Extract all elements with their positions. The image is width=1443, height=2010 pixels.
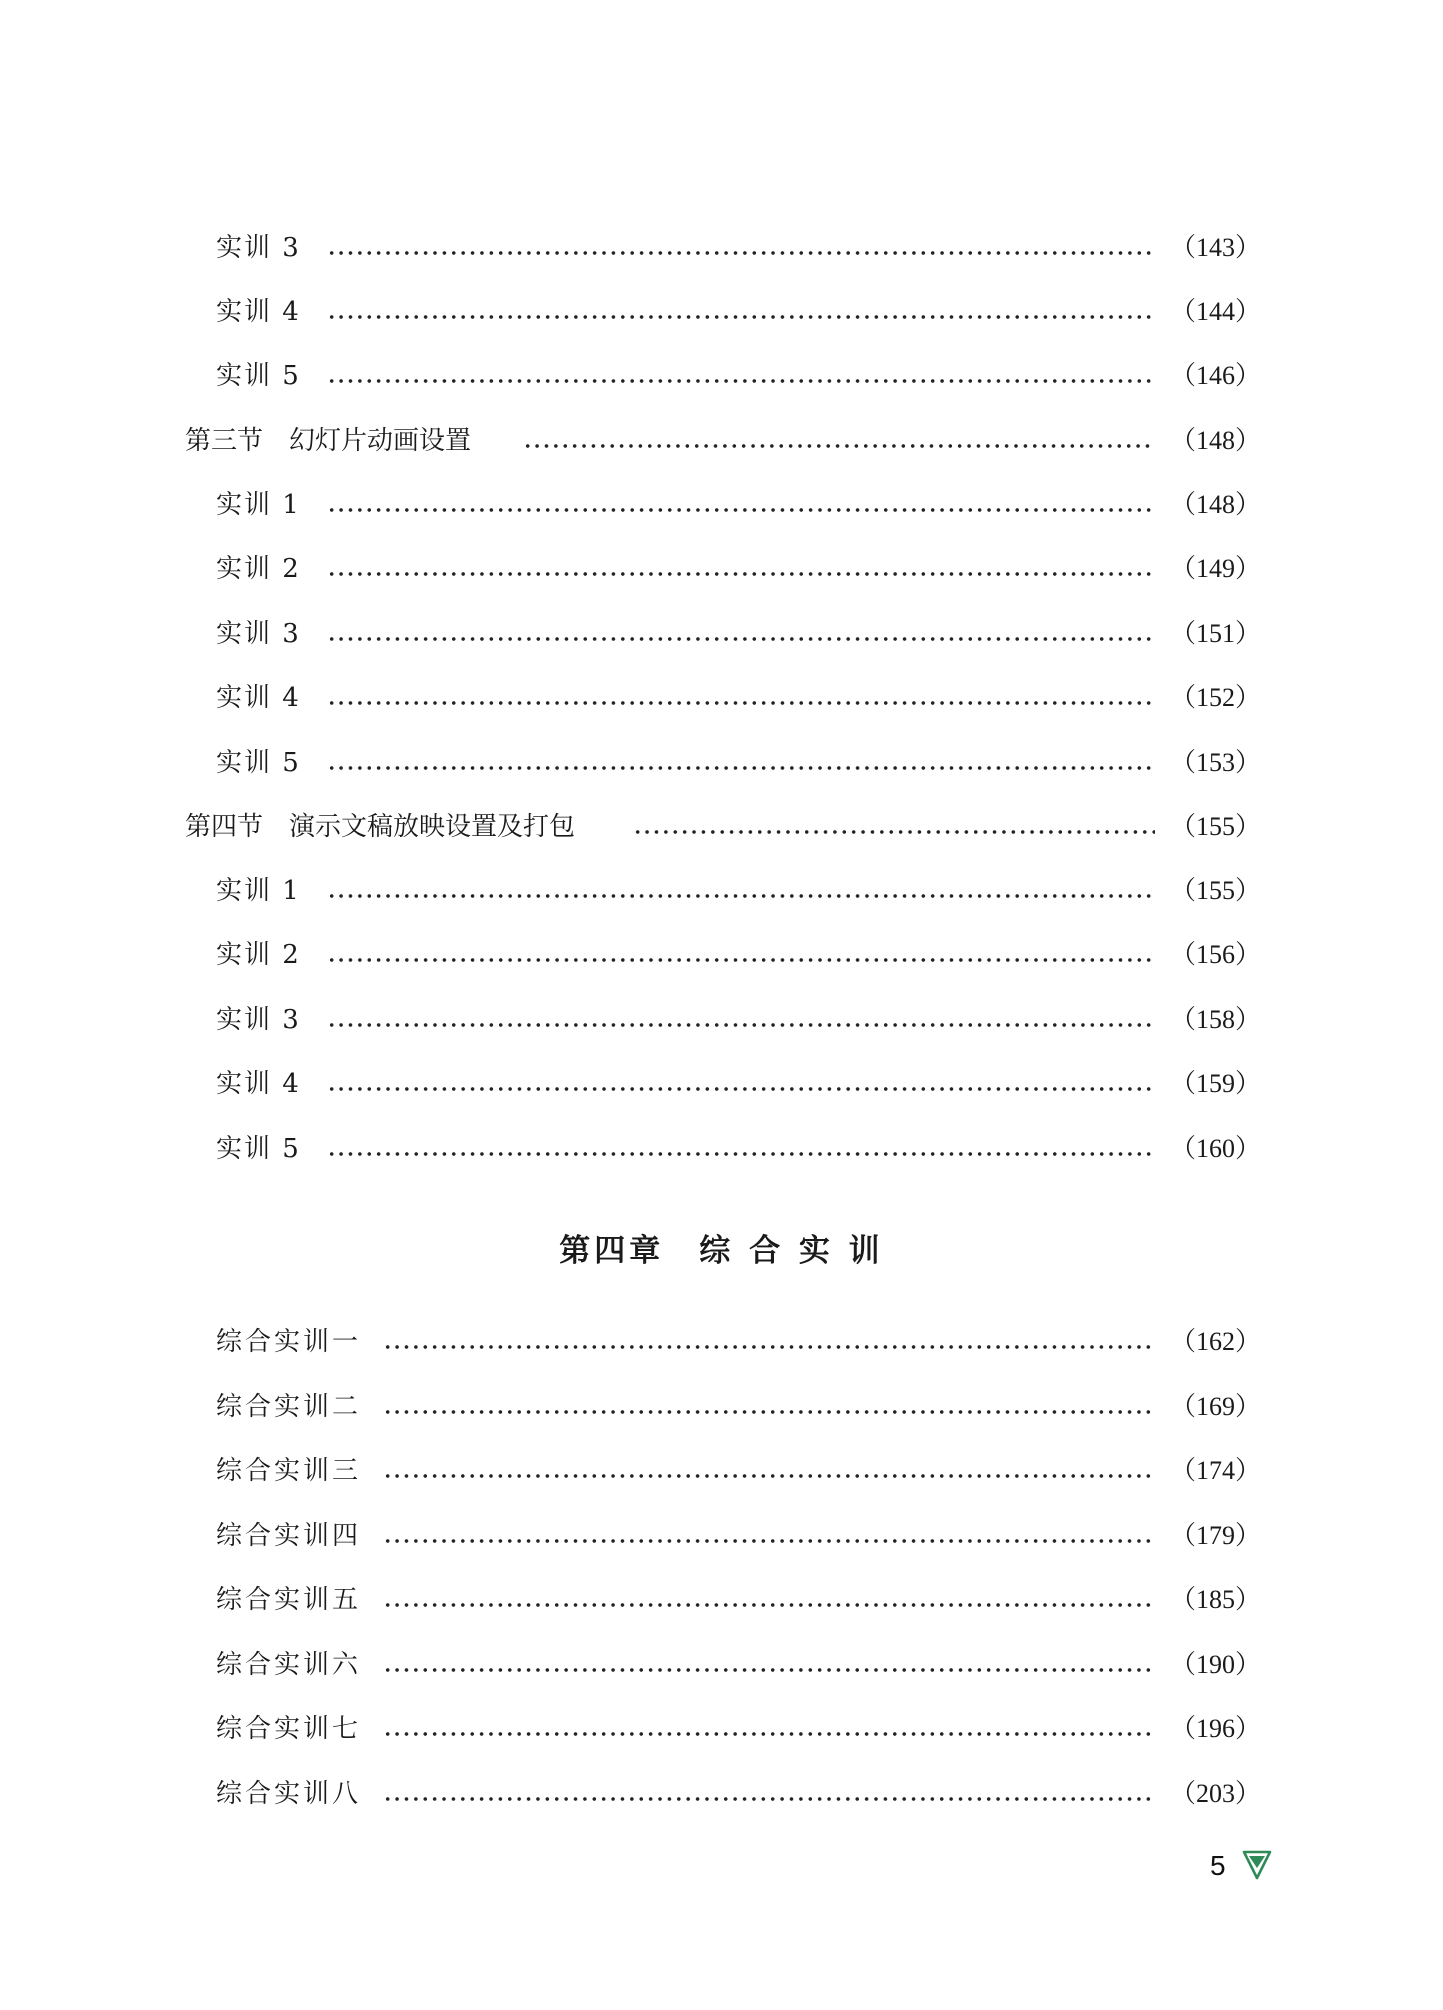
- toc-section-entry: [0, 807, 1443, 847]
- toc-entry-page: （203）: [1170, 1779, 1262, 1808]
- dot-leader: [327, 678, 1155, 718]
- toc-entry: [0, 485, 1443, 525]
- toc-entry: [0, 1516, 1443, 1556]
- toc-entry-label: 实训 5: [216, 748, 301, 778]
- dot-leader: [383, 1451, 1155, 1491]
- toc-entry-page: （143）: [1170, 233, 1262, 262]
- toc-entry: [0, 1451, 1443, 1491]
- toc-entry-page: （146）: [1170, 361, 1262, 390]
- dot-leader: [327, 1064, 1155, 1104]
- toc-entry: [0, 678, 1443, 718]
- toc-entry-page: （149）: [1170, 554, 1262, 583]
- toc-entry-label: 实训 1: [216, 490, 301, 520]
- dot-leader: [383, 1645, 1155, 1685]
- toc-entry-label: 实训 2: [216, 940, 301, 970]
- toc-entry-page: （155）: [1170, 876, 1262, 905]
- toc-entry-page: （179）: [1170, 1521, 1262, 1550]
- toc-entry-label: 综合实训四: [216, 1521, 362, 1551]
- dot-leader: [327, 1129, 1155, 1169]
- dot-leader: [383, 1387, 1155, 1427]
- toc-entry-page: （185）: [1170, 1585, 1262, 1614]
- toc-entry: [0, 1580, 1443, 1620]
- double-chevron-down-icon: [1242, 1850, 1272, 1882]
- toc-entry-page: （196）: [1170, 1714, 1262, 1743]
- toc-entry: [0, 1709, 1443, 1749]
- toc-entry-page: （160）: [1170, 1134, 1262, 1163]
- toc-entry-label: 实训 3: [216, 1005, 301, 1035]
- toc-entry-label: 综合实训六: [216, 1650, 362, 1680]
- toc-entry: [0, 1129, 1443, 1169]
- toc-entry: [0, 614, 1443, 654]
- toc-entry-page: （158）: [1170, 1005, 1262, 1034]
- toc-entry-page: （190）: [1170, 1650, 1262, 1679]
- toc-entry-page: （156）: [1170, 940, 1262, 969]
- dot-leader: [327, 871, 1155, 911]
- toc-entry-label: 实训 5: [216, 361, 301, 391]
- toc-entry-label: 综合实训八: [216, 1779, 362, 1809]
- dot-leader: [633, 807, 1155, 847]
- toc-entry: [0, 1387, 1443, 1427]
- dot-leader: [383, 1322, 1155, 1362]
- toc-entry-page: （174）: [1170, 1456, 1262, 1485]
- toc-entry: [0, 292, 1443, 332]
- toc-section-entry: [0, 421, 1443, 461]
- toc-entry: [0, 228, 1443, 268]
- toc-entry-label: 实训 5: [216, 1134, 301, 1164]
- toc-entry: [0, 935, 1443, 975]
- dot-leader: [327, 935, 1155, 975]
- toc-entry-page: （144）: [1170, 297, 1262, 326]
- dot-leader: [383, 1709, 1155, 1749]
- toc-entry-page: （148）: [1170, 426, 1262, 455]
- toc-entry-label: 综合实训三: [216, 1456, 362, 1486]
- dot-leader: [327, 485, 1155, 525]
- dot-leader: [523, 421, 1155, 461]
- dot-leader: [327, 228, 1155, 268]
- toc-entry-label: 实训 1: [216, 876, 301, 906]
- toc-entry-page: （153）: [1170, 748, 1262, 777]
- dot-leader: [383, 1516, 1155, 1556]
- toc-entry: [0, 549, 1443, 589]
- toc-section-label: 第三节 幻灯片动画设置: [185, 426, 472, 456]
- toc-entry: [0, 356, 1443, 396]
- toc-entry: [0, 1000, 1443, 1040]
- toc-entry-label: 综合实训七: [216, 1714, 362, 1744]
- toc-entry-page: （162）: [1170, 1327, 1262, 1356]
- dot-leader: [327, 549, 1155, 589]
- toc-entry-label: 实训 3: [216, 619, 301, 649]
- dot-leader: [327, 614, 1155, 654]
- toc-entry: [0, 743, 1443, 783]
- dot-leader: [327, 743, 1155, 783]
- toc-entry-label: 综合实训五: [216, 1585, 362, 1615]
- toc-entry: [0, 1322, 1443, 1362]
- toc-entry: [0, 1774, 1443, 1814]
- toc-entry: [0, 1645, 1443, 1685]
- toc-entry-page: （152）: [1170, 683, 1262, 712]
- toc-entry-page: （151）: [1170, 619, 1262, 648]
- toc-entry-label: 综合实训二: [216, 1392, 362, 1422]
- dot-leader: [327, 1000, 1155, 1040]
- toc-entry-label: 实训 2: [216, 554, 301, 584]
- toc-entry-label: 实训 4: [216, 1069, 301, 1099]
- page-number: 5: [1210, 1850, 1226, 1881]
- toc-entry-page: （155）: [1170, 812, 1262, 841]
- toc-entry: [0, 1064, 1443, 1104]
- toc-entry-label: 实训 3: [216, 233, 301, 263]
- dot-leader: [327, 356, 1155, 396]
- dot-leader: [383, 1580, 1155, 1620]
- toc-entry-label: 综合实训一: [216, 1327, 362, 1357]
- toc-entry-label: 实训 4: [216, 683, 301, 713]
- toc-entry-page: （169）: [1170, 1392, 1262, 1421]
- dot-leader: [383, 1774, 1155, 1814]
- dot-leader: [327, 292, 1155, 332]
- toc-entry-label: 实训 4: [216, 297, 301, 327]
- toc-entry: [0, 871, 1443, 911]
- toc-entry-page: （148）: [1170, 490, 1262, 519]
- toc-entry-page: （159）: [1170, 1069, 1262, 1098]
- chapter-title: 第四章 综 合 实 训: [559, 1233, 884, 1269]
- toc-section-label: 第四节 演示文稿放映设置及打包: [185, 812, 576, 842]
